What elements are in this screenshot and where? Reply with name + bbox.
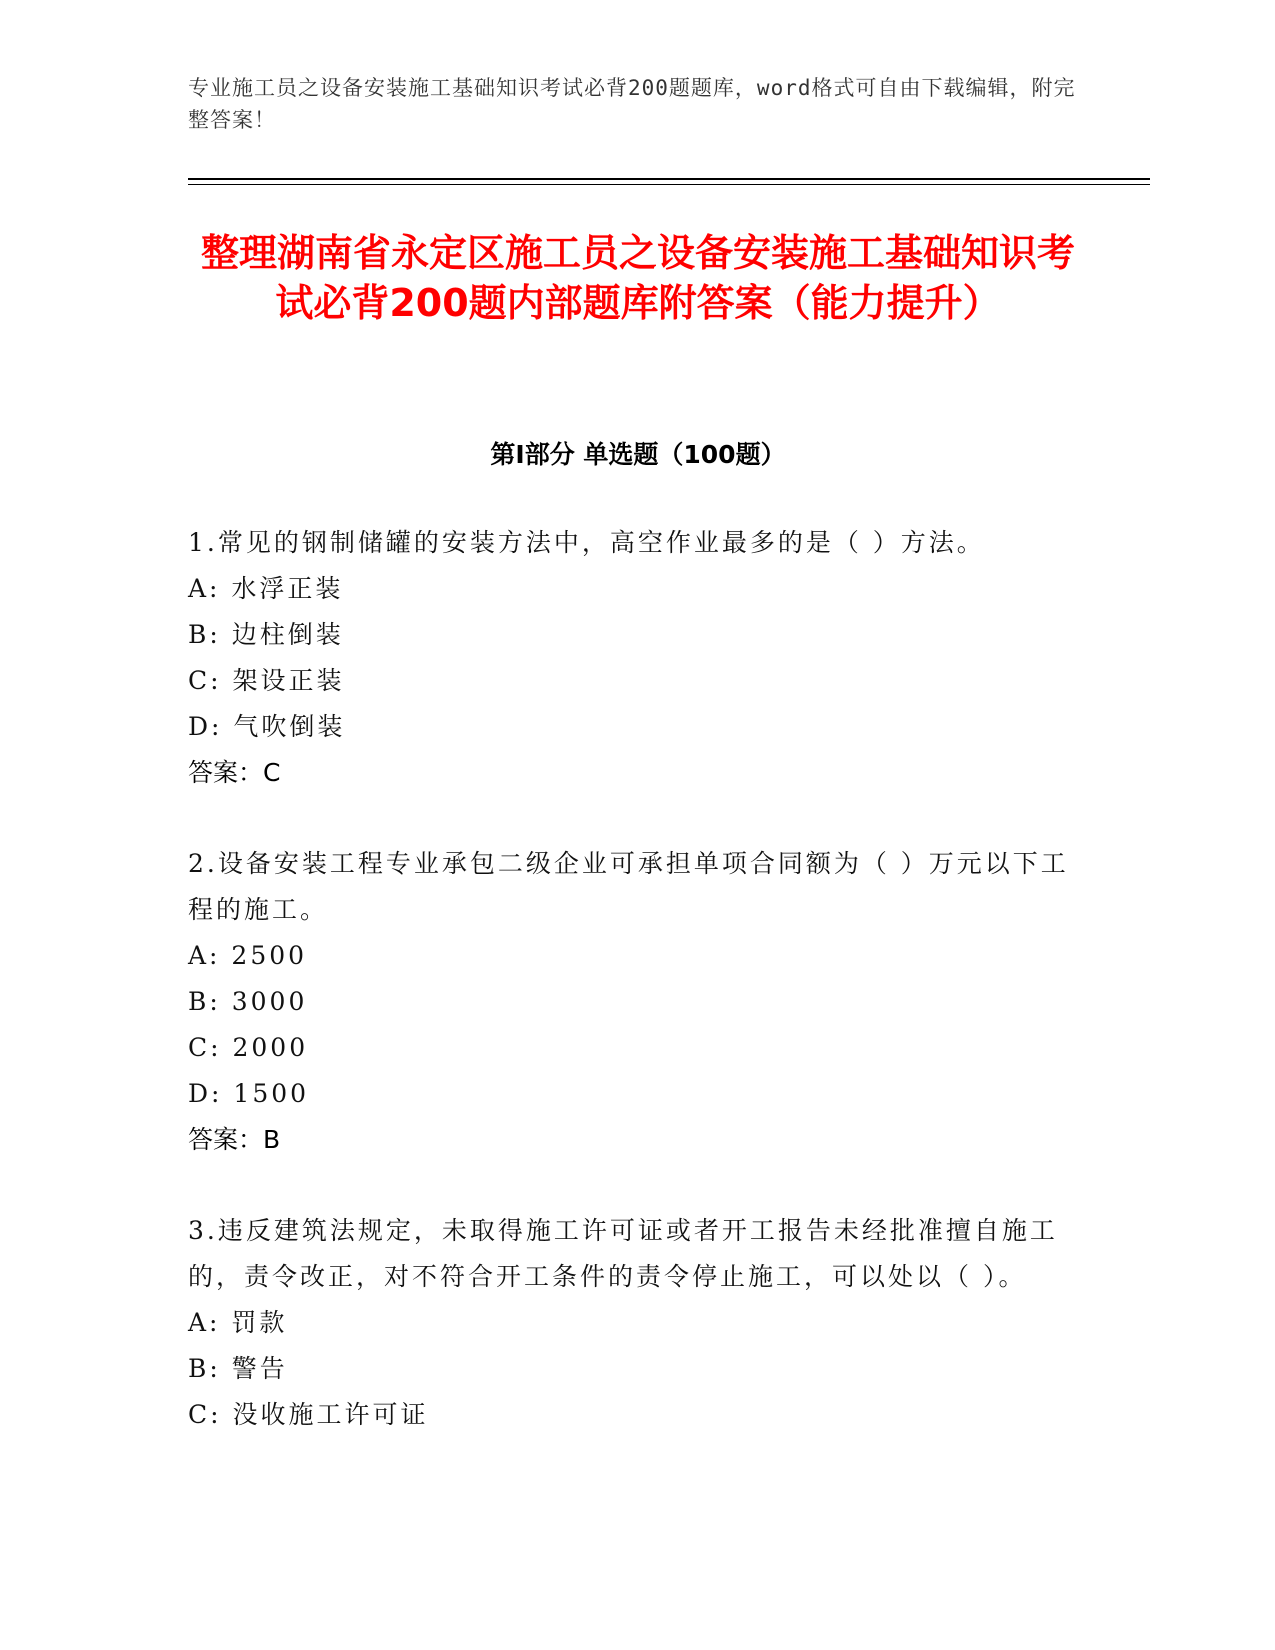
question-stem: 3.违反建筑法规定，未取得施工许可证或者开工报告未经批准擅自施工的，责令改正，对不符合开工条件的责令停止施工，可以处以（ ）。 xyxy=(188,1216,1058,1291)
header-rule-thin xyxy=(188,184,1150,185)
option-d: D: 气吹倒装 xyxy=(188,712,346,741)
option-b: B: 边柱倒装 xyxy=(188,620,344,649)
option-c: C: 2000 xyxy=(188,1033,309,1062)
question-stem: 1.常见的钢制储罐的安装方法中，高空作业最多的是（ ）方法。 xyxy=(188,528,985,557)
question-stem: 2.设备安装工程专业承包二级企业可承担单项合同额为（ ）万元以下工程的施工。 xyxy=(188,849,1069,924)
option-b: B: 3000 xyxy=(188,987,308,1016)
question-2 xyxy=(188,841,1088,1163)
option-c: C: 架设正装 xyxy=(188,666,345,695)
question-list xyxy=(188,520,1088,1483)
question-1 xyxy=(188,520,1088,796)
question-3 xyxy=(188,1208,1088,1438)
option-a: A: 2500 xyxy=(188,941,308,970)
header-rule-thick xyxy=(188,178,1150,180)
answer: 答案：B xyxy=(188,1125,281,1154)
header-note: 专业施工员之设备安装施工基础知识考试必背200题题库，word格式可自由下载编辑，附完整答案！ xyxy=(188,76,1076,132)
option-a: A: 水浮正装 xyxy=(188,574,344,603)
answer: 答案：C xyxy=(188,758,281,787)
option-b: B: 警告 xyxy=(188,1354,288,1383)
option-a: A: 罚款 xyxy=(188,1308,288,1337)
option-d: D: 1500 xyxy=(188,1079,310,1108)
document-title: 整理湖南省永定区施工员之设备安装施工基础知识考试必背200题内部题库附答案（能力提升） xyxy=(200,231,1075,325)
option-c: C: 没收施工许可证 xyxy=(188,1400,429,1429)
section-title: 第Ⅰ部分 单选题（100题） xyxy=(490,440,786,469)
